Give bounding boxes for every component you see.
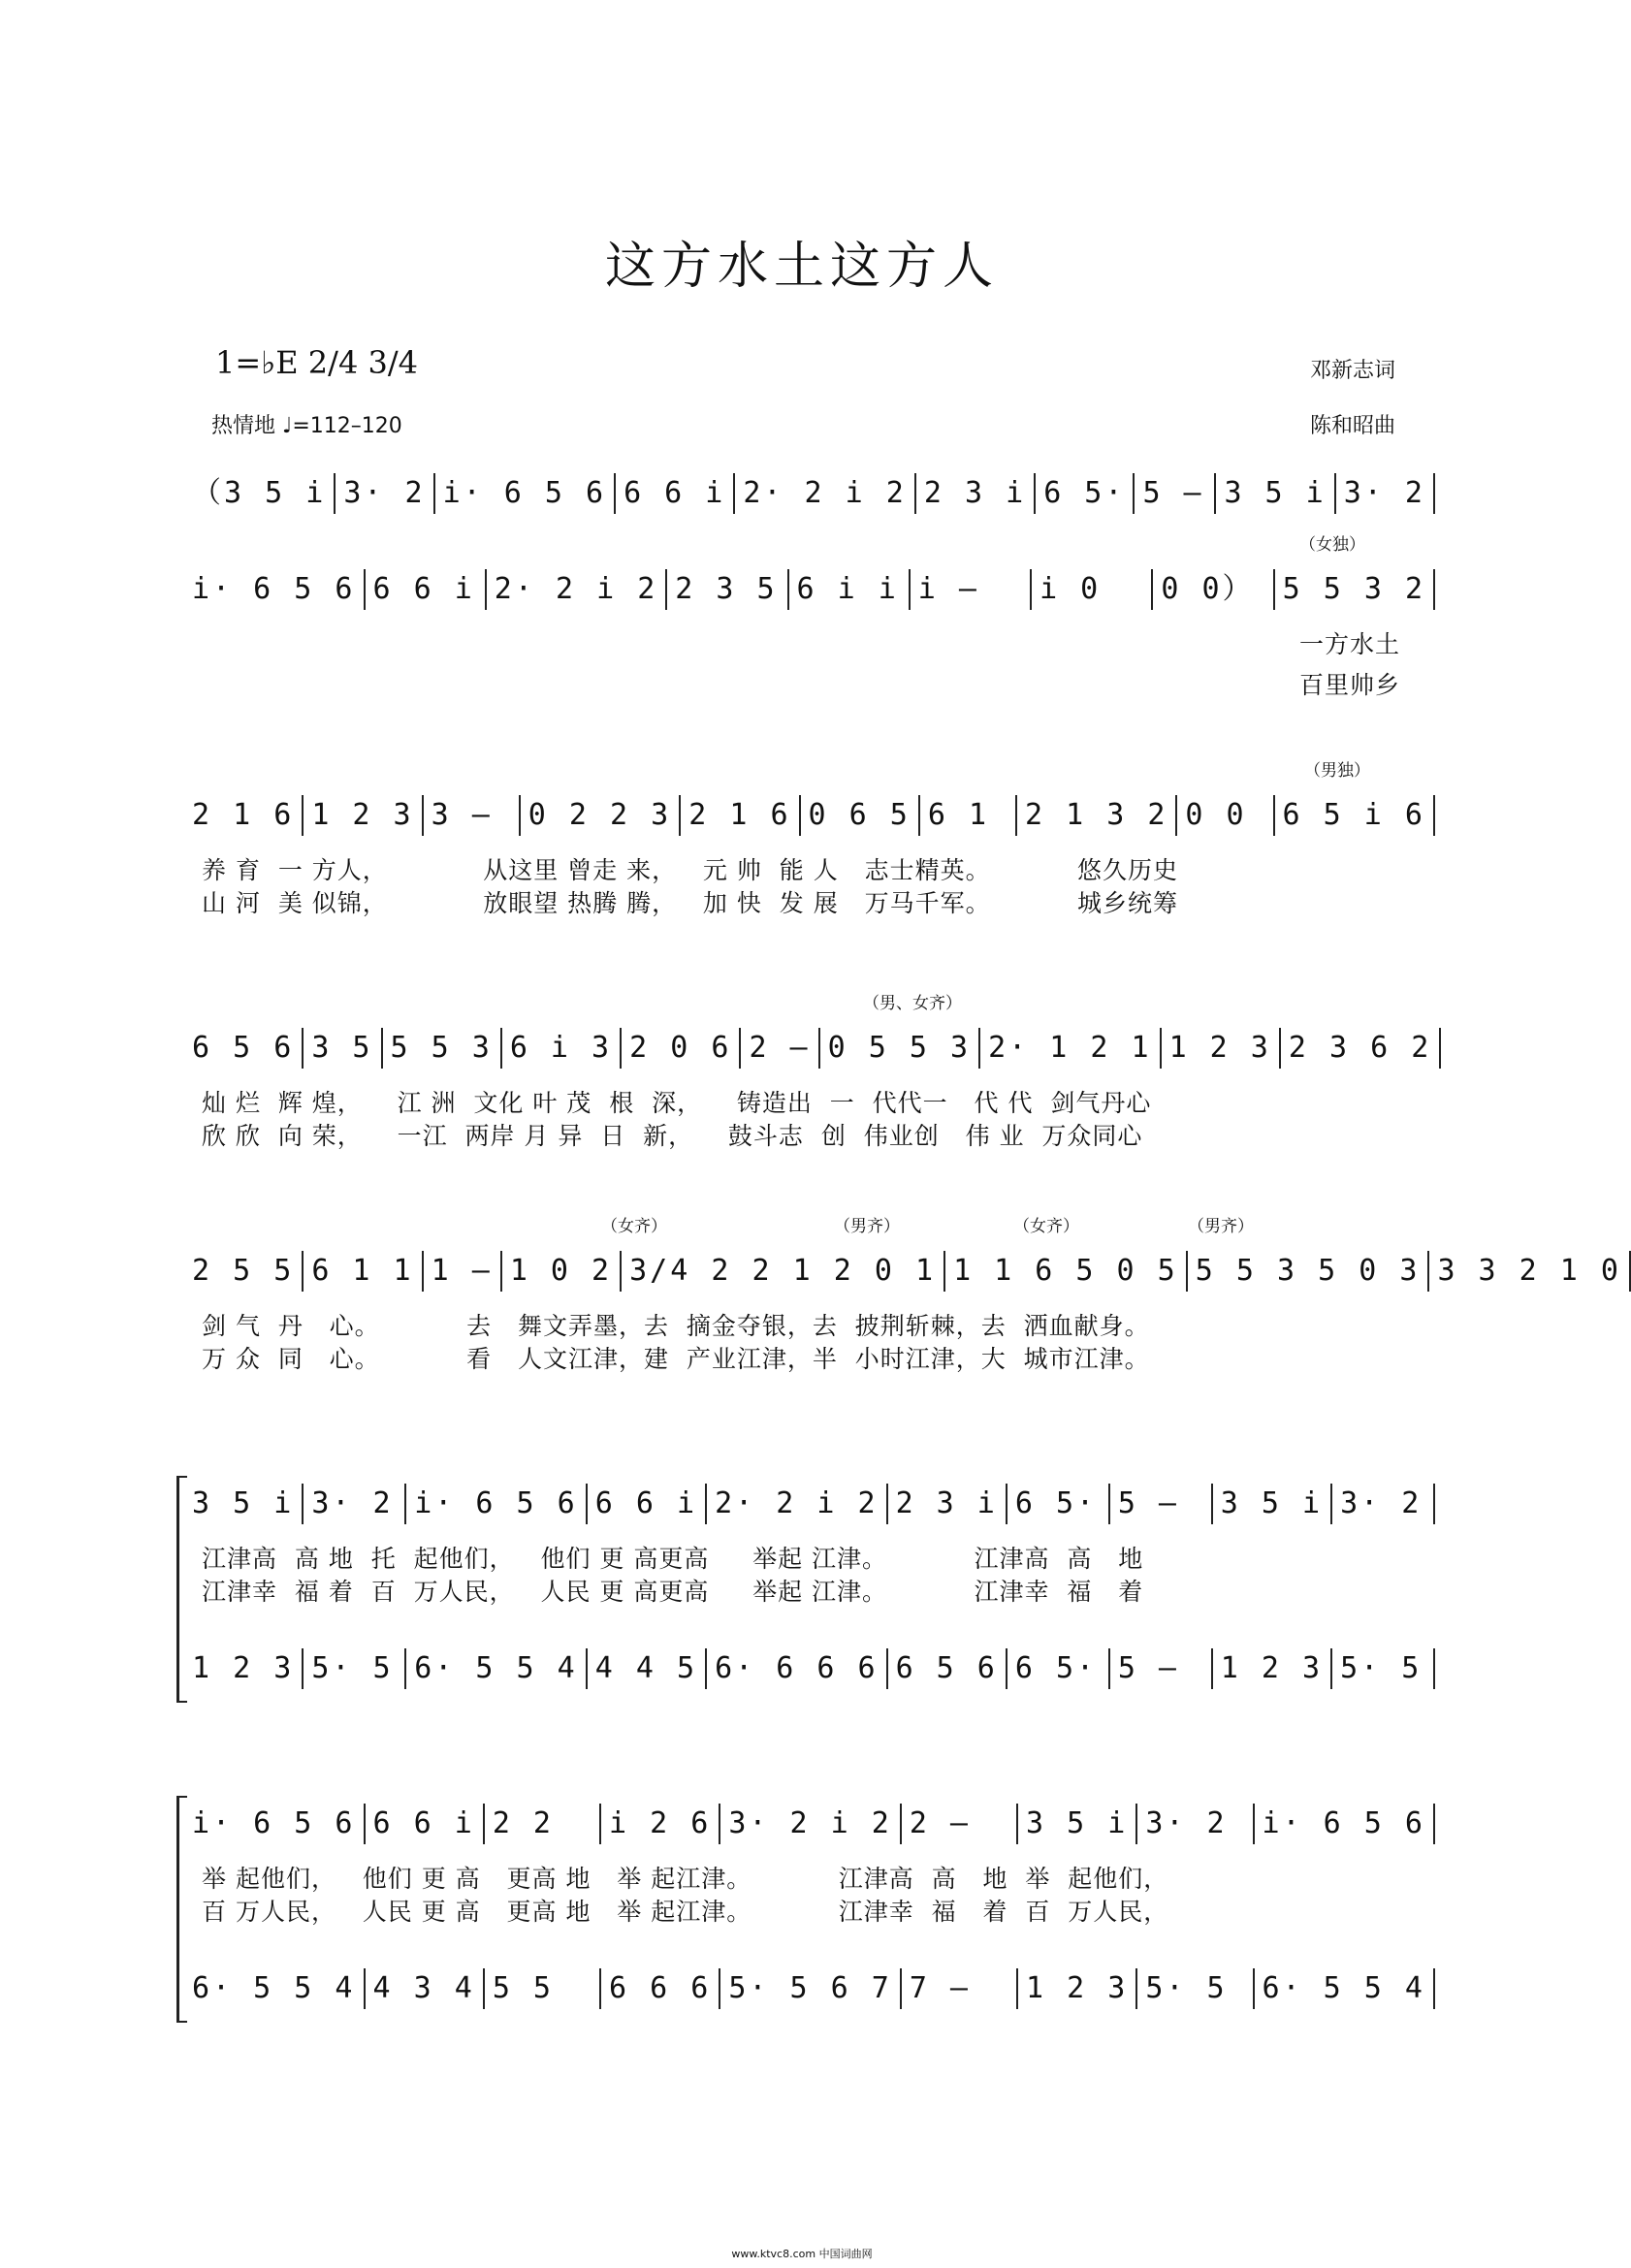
voice-marking: （男齐） [1188, 1217, 1254, 1236]
measure: 1 2 3 [1213, 1648, 1332, 1689]
notation-staff [184, 473, 1435, 514]
voice-marking: （女齐） [601, 1217, 667, 1236]
measure: 2· 2 i 2 [735, 473, 916, 514]
notation-staff [184, 795, 1435, 836]
lyric-line: 灿 烂 辉 煌， 江 洲 文化 叶 茂 根 深， 铸造出 一 代代一 代 代 剑气丹心 [202, 1089, 1152, 1117]
measure: 6 5 i 6 [1275, 795, 1435, 836]
measure: 6· 5 5 4 [1255, 1968, 1436, 2009]
measure: 2· 2 i 2 [487, 569, 668, 610]
voice-marking: （女齐） [1013, 1217, 1079, 1236]
measure: 2· 2 i 2 [707, 1484, 888, 1524]
measure: 2 — [741, 1028, 819, 1069]
measure: 2 3 i [916, 473, 1036, 514]
measure: i· 6 5 6 [184, 569, 366, 610]
lyric-line: 万 众 同 心。 看 人文江津，建 产业江津，半 小时江津，大 城市江津。 [202, 1345, 1150, 1373]
measure: i· 6 5 6 [184, 1804, 366, 1844]
measure: 6 1 1 [304, 1251, 423, 1292]
measure: 1 2 3 [184, 1648, 304, 1689]
lyric-line: 百里帅乡 [1299, 671, 1401, 699]
measure: 2 0 6 [622, 1028, 741, 1069]
measure: 1 2 3 [1018, 1968, 1137, 2009]
measure: 6 6 i [588, 1484, 707, 1524]
measure: 6· 5 5 4 [406, 1648, 588, 1689]
measure: 3/4 2 2 1 2 0 1 [622, 1251, 945, 1292]
measure: 2 1 3 2 [1017, 795, 1177, 836]
measure: 3 5 i [1018, 1804, 1137, 1844]
measure: 3 5 i [1213, 1484, 1332, 1524]
measure: 5· 5 6 7 [720, 1968, 902, 2009]
measure: 3 5 i [184, 1484, 304, 1524]
measure: i· 6 5 6 [406, 1484, 588, 1524]
measure: 0 0） [1153, 569, 1274, 610]
measure: 3· 2 [1336, 473, 1435, 514]
measure: 2 3 5 [667, 569, 788, 610]
voice-marking: （男齐） [834, 1217, 900, 1236]
measure: 6 6 i [366, 1804, 485, 1844]
lyric-line: 欣 欣 向 荣， 一江 两岸 月 异 日 新， 鼓斗志 创 伟业创 伟 业 万众同心 [202, 1122, 1143, 1150]
measure: i 2 6 [601, 1804, 720, 1844]
notation-staff [184, 1484, 1435, 1524]
measure: 2 2 [485, 1804, 601, 1844]
measure: 0 0 [1177, 795, 1274, 836]
notation-staff [184, 569, 1435, 610]
lower-staff [184, 1648, 1435, 1689]
measure: 6 5· [1007, 1484, 1110, 1524]
measure: 2 1 6 [681, 795, 800, 836]
measure: 2 — [902, 1804, 1018, 1844]
measure: 2· 1 2 1 [980, 1028, 1162, 1069]
measure: 1 2 3 [1162, 1028, 1281, 1069]
measure: 5 5 [485, 1968, 601, 2009]
measure: 5· 5 [1137, 1968, 1254, 2009]
lyric-line: 养 育 一 方人， 从这里 曾走 来， 元 帅 能 人 志士精英。 悠久历史 [202, 856, 1179, 884]
measure: 6 1 [920, 795, 1017, 836]
measure: 6 i 3 [502, 1028, 622, 1069]
measure: 6· 5 5 4 [184, 1968, 366, 2009]
measure: 0 5 5 3 [820, 1028, 980, 1069]
measure: 1 — [424, 1251, 502, 1292]
measure: 1 1 6 5 0 5 [945, 1251, 1188, 1292]
voice-marking: （男、女齐） [863, 994, 962, 1013]
measure: 3· 2 i 2 [720, 1804, 902, 1844]
voice-marking: （女独） [1299, 535, 1365, 555]
measure: （3 5 i [184, 473, 336, 514]
measure: i — [911, 569, 1032, 610]
measure: i· 6 5 6 [1255, 1804, 1436, 1844]
measure: 6 5· [1007, 1648, 1110, 1689]
measure: 3· 2 [1137, 1804, 1254, 1844]
measure: 5 5 3 [383, 1028, 502, 1069]
measure: 3· 2 [336, 473, 434, 514]
lyricist-credit: 邓新志词 [1309, 359, 1395, 383]
measure: 1 0 2 [502, 1251, 622, 1292]
measure: 2 1 6 [184, 795, 304, 836]
measure: 2 5 5 [184, 1251, 304, 1292]
measure: 5· 5 [1332, 1648, 1435, 1689]
measure: i· 6 5 6 [435, 473, 617, 514]
measure: 3 5 [304, 1028, 382, 1069]
measure: i 0 [1032, 569, 1153, 610]
page-title: 这方水土这方人 [604, 238, 999, 296]
measure: 4 3 4 [366, 1968, 485, 2009]
measure: 3 — [424, 795, 521, 836]
measure: 6· 6 6 6 [707, 1648, 888, 1689]
measure: 2 3 i [888, 1484, 1007, 1524]
measure: 5 — [1110, 1484, 1213, 1524]
measure: 3· 2 [1332, 1484, 1435, 1524]
notation-staff [184, 1028, 1435, 1069]
measure: 0 2 2 3 [521, 795, 681, 836]
notation-staff [184, 1804, 1435, 1844]
lyric-line: 江津幸 福 着 百 万人民， 人民 更 高更高 举起 江津。 江津幸 福 着 [202, 1578, 1144, 1606]
measure: 5 5 3 5 0 3 [1188, 1251, 1430, 1292]
measure: 6 6 i [616, 473, 735, 514]
measure: 3 5 i [1216, 473, 1335, 514]
lyric-line: 江津高 高 地 托 起他们， 他们 更 高更高 举起 江津。 江津高 高 地 [202, 1545, 1144, 1573]
measure: 6 5 6 [184, 1028, 304, 1069]
key-signature: 1=♭E 2/4 3/4 [215, 344, 418, 381]
measure: 6 i i [789, 569, 911, 610]
lyric-line: 剑 气 丹 心。 去 舞文弄墨，去 摘金夺银，去 披荆斩棘，去 洒血献身。 [202, 1312, 1150, 1340]
measure: 3· 2 [304, 1484, 406, 1524]
lyric-line: 百 万人民， 人民 更 高 更高 地 举 起江津。 江津幸 福 着 百 万人民， [202, 1898, 1169, 1926]
footer-watermark: www.ktvc8.com 中国词曲网 [731, 2248, 873, 2260]
lyric-line: 一方水土 [1299, 630, 1401, 658]
lyric-line: 山 河 美 似锦， 放眼望 热腾 腾， 加 快 发 展 万马千军。 城乡统筹 [202, 889, 1179, 917]
measure: 6 6 6 [601, 1968, 720, 2009]
lower-staff [184, 1968, 1435, 2009]
measure: 0 6 5 [801, 795, 920, 836]
measure: 2 3 6 2 [1281, 1028, 1441, 1069]
measure: 5· 5 [304, 1648, 406, 1689]
composer-credit: 陈和昭曲 [1309, 414, 1395, 438]
measure: 1 2 3 [304, 795, 423, 836]
measure: 5 5 3 2 [1275, 569, 1435, 610]
measure: 6 5 6 [888, 1648, 1007, 1689]
notation-staff [184, 1251, 1621, 1292]
measure: 7 — [902, 1968, 1018, 2009]
lyric-line: 举 起他们， 他们 更 高 更高 地 举 起江津。 江津高 高 地 举 起他们， [202, 1865, 1169, 1893]
tempo-marking: 热情地 ♩=112–120 [211, 414, 402, 438]
measure: 5 — [1110, 1648, 1213, 1689]
measure: 5 — [1135, 473, 1216, 514]
measure: 6 5· [1036, 473, 1135, 514]
measure: 6 6 i [366, 569, 487, 610]
voice-marking: （男独） [1304, 761, 1370, 781]
measure: 3 3 2 1 0 [1429, 1251, 1631, 1292]
measure: 4 4 5 [588, 1648, 707, 1689]
